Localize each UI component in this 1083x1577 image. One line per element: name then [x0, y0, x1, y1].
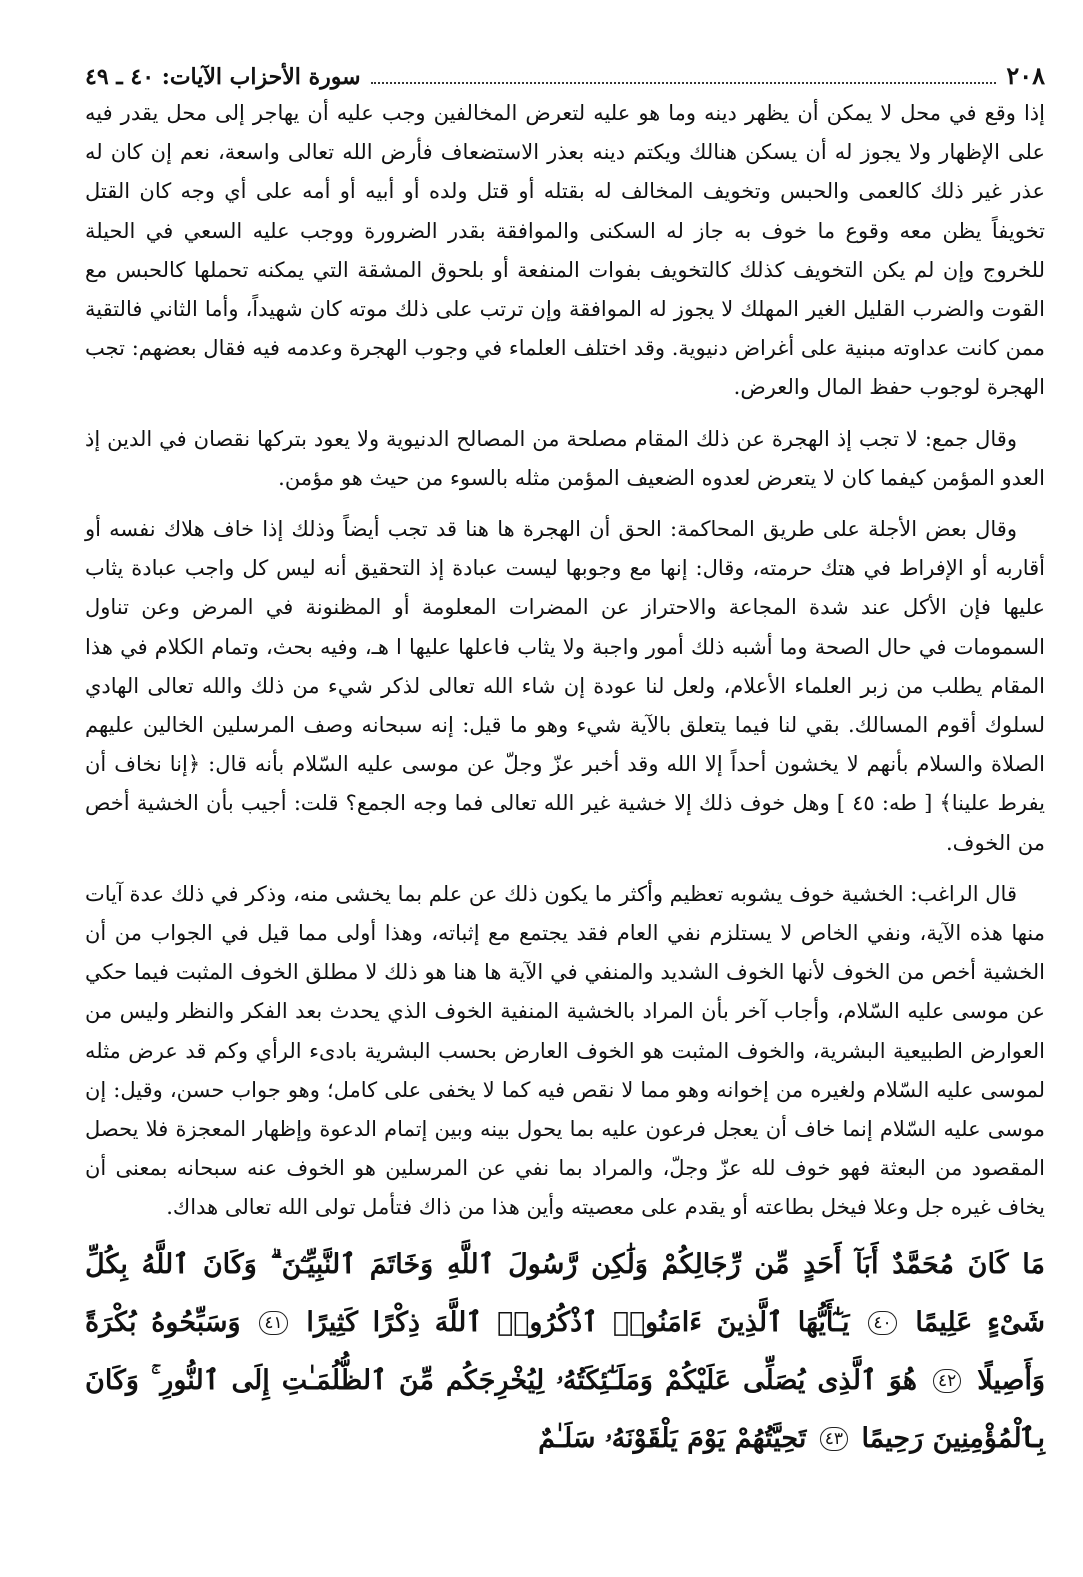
- ayah-text: تَحِيَّتُهُمْ يَوْمَ يَلْقَوْنَهُۥ سَلَـٰمٌ: [538, 1422, 807, 1454]
- quran-verses-block: [85, 1236, 1045, 1468]
- ayah-number-marker: ٤٣: [820, 1427, 848, 1451]
- ayah-number-marker: ٤٢: [933, 1369, 961, 1393]
- paragraph-gap: [85, 498, 1045, 510]
- paragraph-gap: [85, 408, 1045, 420]
- paragraph: إذا وقع في محل لا يمكن أن يظهر دينه وما هو عليه لتعرض المخالفين وجب عليه أن يهاجر إلى محل يقدر فيه على الإظهار ولا يجوز له أن يسكن هنالك ويكتم دينه بعذر الاستضعاف فأرض الله تعالى واسعة، نعم إن كان له عذر غير ذلك كالعمى والحبس وتخويف المخالف له بقتله أو قتل ولده أو أبيه أو أمه على أي وجه كان القتل تخويفاً يظن معه وقوع ما خوف به جاز له السكنى والموافقة بقدر الضرورة ووجب عليه السعي في الحيلة للخروج وإن لم يكن التخويف كذلك كالتخويف بفوات المنفعة أو بلحوق المشقة التي يمكنه تحملها كالحبس مع القوت والضرب القليل الغير المهلك لا يجوز له الموافقة وإن ترتب على ذلك موته كان شهيداً، وأما الثاني فالتقية ممن كانت عداوته مبنية على أغراض دنيوية. وقد اختلف العلماء في وجوب الهجرة وعدمه فيه فقال بعضهم: تجب الهجرة لوجوب حفظ المال والعرض.: [85, 101, 1045, 400]
- ayah-number-marker: ٤١: [259, 1311, 287, 1335]
- paragraph: وقال جمع: لا تجب إذ الهجرة عن ذلك المقام مصلحة من المصالح الدنيوية ولا يعود بتركها نقصان في الدين إذ العدو المؤمن كيفما كان لا يتعرض لعدوه الضعيف المؤمن مثله بالسوء من حيث هو مؤمن.: [85, 426, 1045, 490]
- ayah-text: مَا كَانَ مُحَمَّدٌ أَبَآ أَحَدٍ مِّن رِّجَالِكُمْ وَلَٰكِن رَّسُولَ ٱللَّهِ وَخَاتَمَ ٱلنَّبِيِّـۧنَ ۗ وَكَانَ ٱللَّهُ بِكُلِّ شَىْءٍ عَلِيمًا: [85, 1248, 1045, 1338]
- ayah-text: هُوَ ٱلَّذِى يُصَلِّى عَلَيْكُمْ وَمَلَـٰٓئِكَتُهُۥ لِيُخْرِجَكُم مِّنَ ٱلظُّلُمَـٰتِ إِلَى ٱلنُّورِ ۚ وَكَانَ بِٱلْمُؤْمِنِينَ رَحِيمًا: [85, 1364, 1045, 1454]
- ayah-number-marker: ٤٠: [868, 1311, 896, 1335]
- document-page: [85, 58, 1045, 1468]
- paragraph-gap: [85, 863, 1045, 875]
- paragraph: وقال بعض الأجلة على طريق المحاكمة: الحق أن الهجرة ها هنا قد تجب أيضاً وذلك إذا خاف هلاك نفسه أو أقاربه أو الإفراط في هتك حرمته، وقال: إنها مع وجوبها ليست عبادة إذ التحقيق أنه ليس كل واجب عبادة يثاب عليها فإن الأكل عند شدة المجاعة والاحتراز عن المضرات المعلومة أو المظنونة في المرض وعن تناول السمومات في حال الصحة وما أشبه ذلك أمور واجبة ولا يثاب فاعلها عليها ا هـ، وفيه بحث، وتمام الكلام في هذا المقام يطلب من زبر العلماء الأعلام، ولعل لنا عودة إن شاء الله تعالى لذكر شيء من ذلك والله تعالى الهادي لسلوك أقوم المسالك. بقي لنا فيما يتعلق بالآية شيء وهو ما قيل: إنه سبحانه وصف المرسلين الخالين عليهم الصلاة والسلام بأنهم لا يخشون أحداً إلا الله وقد أخبر عزّ وجلّ عن موسى عليه السّلام بأنه قال: ﴿إنا نخاف أن يفرط علينا﴾ [ طه: ٤٥ ] وهل خوف ذلك إلا خشية غير الله تعالى فما وجه الجمع؟ قلت: أجيب بأن الخشية أخص من الخوف.: [85, 517, 1045, 855]
- page-number: ٢٠٨: [1006, 61, 1045, 90]
- paragraph: قال الراغب: الخشية خوف يشوبه تعظيم وأكثر ما يكون ذلك عن علم بما يخشى منه، وذكر في ذلك عدة آيات منها هذه الآية، ونفي الخاص لا يستلزم نفي العام فقد يجتمع مع إثباته، وهذا أولى مما قيل في الجواب من أن الخشية أخص من الخوف لأنها الخوف الشديد والمنفي في الآية ها هنا هو ذلك لا مطلق الخوف المثبت فيما حكي عن موسى عليه السّلام، وأجاب آخر بأن المراد بالخشية المنفية الخوف الذي يحدث بعد الفكر والنظر وليس من العوارض الطبيعية البشرية، والخوف المثبت هو الخوف العارض بحسب البشرية بادىء الرأي وكم قد عرض مثله لموسى عليه السّلام ولغيره من إخوانه وهو مما لا نقص فيه كما لا يخفى على كامل؛ وهو جواب حسن، وقيل: إن موسى عليه السّلام إنما خاف أن يعجل فرعون عليه بما يحول بينه وبين إتمام الدعوة وإظهار المعجزة فلا يحصل المقصود من البعثة فهو خوف لله عزّ وجلّ، والمراد بما نفي عن المرسلين هو الخوف عنه سبحانه بمعنى أن يخاف غيره جل وعلا فيخل بطاعته أو يقدم على معصيته وأين هذا من ذاك فتأمل تولى الله تعالى هداك.: [85, 881, 1045, 1220]
- surah-title: سورة الأحزاب الآيات: ٤٠ ـ ٤٩: [85, 64, 361, 90]
- ayah-text: وَسَبِّحُوهُ بُكْرَةً وَأَصِيلًا: [85, 1306, 1045, 1396]
- running-header: [85, 58, 1045, 94]
- ayah-text: يَـٰٓأَيُّهَا ٱلَّذِينَ ءَامَنُوا۟ ٱذْكُرُوا۟ ٱللَّهَ ذِكْرًا كَثِيرًا: [306, 1306, 850, 1338]
- header-dotted-leader: [371, 82, 997, 84]
